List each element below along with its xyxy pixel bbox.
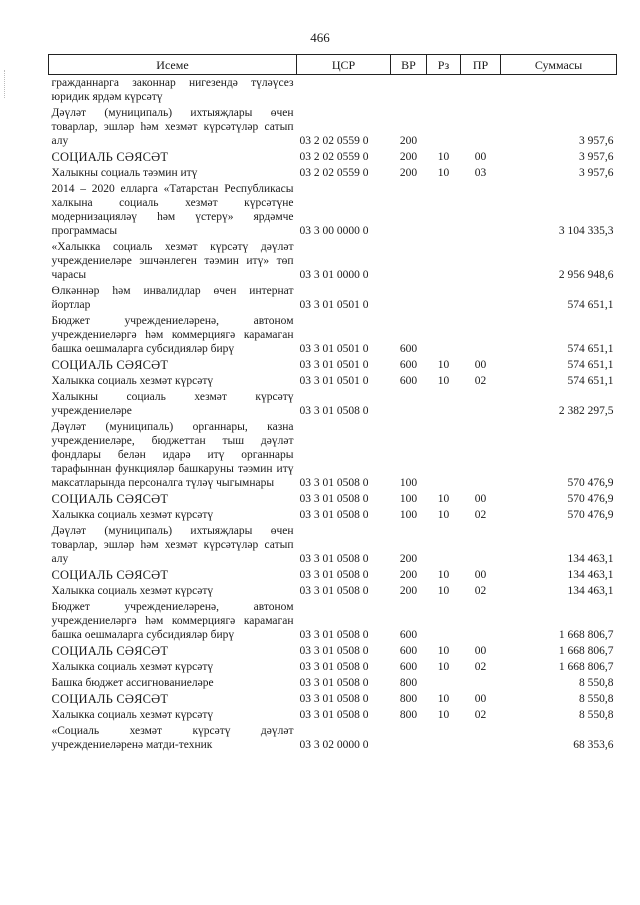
row-name: Дәүләт (муниципаль) ихтыяҗлары өчен товарлар, эшләр һәм хезмәт күрсәтүләр сатып алу [51,525,294,565]
row-vr: 200 [399,569,418,581]
row-rz [427,181,461,239]
scan-margin-mark [4,70,6,98]
row-csr: 03 3 01 0508 0 [299,585,369,597]
row-sum: 3 957,6 [579,167,614,179]
row-csr: 03 3 01 0508 0 [299,629,369,641]
row-csr: 03 3 01 0508 0 [299,569,369,581]
row-pr: 02 [474,709,487,721]
row-sum: 574 651,1 [567,343,614,355]
row-rz: 10 [437,359,450,371]
row-pr [461,239,501,283]
table-row [49,599,617,643]
table-header-row [49,55,617,75]
row-rz: 10 [437,509,450,521]
row-vr: 600 [399,359,418,371]
row-sum: 570 476,9 [567,477,614,489]
row-name: Халыкны социаль хезмәт күрсәтү учреждениеләре [51,391,294,417]
row-rz [427,283,461,313]
row-vr: 600 [399,629,418,641]
row-csr: 03 3 01 0508 0 [299,677,369,689]
row-csr: 03 3 01 0508 0 [299,693,369,705]
row-name: Бюджет учреждениеләренә, автоном учреждениеләргә һәм коммерциягә карамаган башка оешмаларга субсидияләр бирү [51,315,294,355]
table-row [49,373,617,389]
row-pr [461,105,501,149]
row-pr: 00 [474,569,487,581]
row-sum: 2 382 297,5 [558,405,614,417]
table-row [49,181,617,239]
row-rz: 10 [437,709,450,721]
row-name: СОЦИАЛЬ СӘЯСӘТ [51,692,169,706]
row-sum: 574 651,1 [567,299,614,311]
row-pr [461,599,501,643]
row-vr: 200 [399,151,418,163]
row-name: СОЦИАЛЬ СӘЯСӘТ [51,568,169,582]
row-rz: 10 [437,167,450,179]
row-csr [297,75,391,106]
row-vr: 800 [399,693,418,705]
row-csr: 03 3 01 0000 0 [299,269,369,281]
table-row [49,643,617,659]
row-vr: 600 [399,645,418,657]
row-sum: 1 668 806,7 [558,645,614,657]
row-csr: 03 3 01 0501 0 [299,299,369,311]
row-name: Халыкка социаль хезмәт күрсәтү [51,709,214,721]
row-sum: 1 668 806,7 [558,629,614,641]
row-sum: 8 550,8 [579,693,614,705]
row-rz: 10 [437,585,450,597]
row-rz [427,419,461,491]
header-name: Исеме [49,55,297,75]
row-rz [427,75,461,106]
table-row [49,675,617,691]
row-name: СОЦИАЛЬ СӘЯСӘТ [51,492,169,506]
row-vr [391,723,427,753]
row-vr: 100 [399,509,418,521]
row-rz [427,105,461,149]
row-sum: 574 651,1 [567,375,614,387]
row-rz [427,523,461,567]
table-row [49,583,617,599]
row-csr: 03 3 01 0501 0 [299,359,369,371]
row-pr: 02 [474,509,487,521]
row-name: Халыкка социаль хезмәт күрсәтү [51,509,214,521]
table-row [49,567,617,583]
table-row [49,723,617,753]
table-row [49,691,617,707]
row-sum: 574 651,1 [567,359,614,371]
row-name: 2014 – 2020 елларга «Татарстан Республикасы халкына социаль хезмәт күрсәтүне модернизацияләү һәм үстерү» ярдәмче программасы [51,183,294,237]
row-vr [391,75,427,106]
row-pr [461,181,501,239]
table-row [49,105,617,149]
row-sum [501,75,617,106]
row-sum: 3 104 335,3 [558,225,614,237]
row-sum: 134 463,1 [567,569,614,581]
row-pr: 00 [474,359,487,371]
row-vr [391,239,427,283]
row-rz [427,239,461,283]
table-row [49,283,617,313]
row-name: «Социаль хезмәт күрсәтү дәүләт учреждениеләренә матди-техник [51,725,294,751]
table-row [49,389,617,419]
row-name: Өлкәннәр һәм инвалидлар өчен интернат йортлар [51,285,294,311]
row-sum: 8 550,8 [579,677,614,689]
row-sum: 3 957,6 [579,135,614,147]
row-name: гражданнарга законнар нигезендә түләүсез юридик ярдәм күрсәтү [51,77,294,103]
row-rz: 10 [437,569,450,581]
row-sum: 3 957,6 [579,151,614,163]
row-csr: 03 2 02 0559 0 [299,167,369,179]
row-csr: 03 3 01 0508 0 [299,509,369,521]
row-rz: 10 [437,493,450,505]
row-csr: 03 3 00 0000 0 [299,225,369,237]
row-pr: 03 [474,167,487,179]
table-row [49,491,617,507]
row-pr [461,389,501,419]
row-vr: 200 [399,135,418,147]
row-vr: 800 [399,677,418,689]
table-row [49,239,617,283]
row-pr: 00 [474,645,487,657]
row-name: СОЦИАЛЬ СӘЯСӘТ [51,644,169,658]
row-pr [461,723,501,753]
row-name: СОЦИАЛЬ СӘЯСӘТ [51,358,169,372]
row-name: Халыкка социаль хезмәт күрсәтү [51,375,214,387]
row-csr: 03 3 01 0508 0 [299,405,369,417]
row-pr [461,419,501,491]
row-name: Бюджет учреждениеләренә, автоном учреждениеләргә һәм коммерциягә карамаган башка оешмаларга субсидияләр бирү [51,601,294,641]
row-pr: 02 [474,375,487,387]
row-sum: 570 476,9 [567,493,614,505]
table-row [49,357,617,373]
row-csr: 03 3 01 0508 0 [299,661,369,673]
table-row [49,419,617,491]
row-pr [461,675,501,691]
row-sum: 2 956 948,6 [558,269,614,281]
row-pr: 00 [474,493,487,505]
row-vr: 100 [399,477,418,489]
page-number: 466 [310,30,330,45]
row-sum: 134 463,1 [567,553,614,565]
row-name: Халыкка социаль хезмәт күрсәтү [51,585,214,597]
row-name: СОЦИАЛЬ СӘЯСӘТ [51,150,169,164]
row-rz [427,599,461,643]
row-name: Халыкка социаль хезмәт күрсәтү [51,661,214,673]
row-vr: 800 [399,709,418,721]
table-row [49,659,617,675]
table-row [49,165,617,181]
table-row [49,75,617,106]
row-rz: 10 [437,693,450,705]
row-csr: 03 3 01 0508 0 [299,709,369,721]
row-csr: 03 3 01 0508 0 [299,553,369,565]
row-rz [427,723,461,753]
table-row [49,523,617,567]
header-pr: ПР [461,55,501,75]
table-row [49,707,617,723]
row-sum: 570 476,9 [567,509,614,521]
row-vr: 600 [399,343,418,355]
header-sum: Суммасы [501,55,617,75]
row-rz: 10 [437,661,450,673]
row-pr [461,313,501,357]
row-pr: 00 [474,693,487,705]
row-csr: 03 2 02 0559 0 [299,151,369,163]
row-rz [427,389,461,419]
row-csr: 03 3 01 0508 0 [299,493,369,505]
row-name: «Халыкка социаль хезмәт күрсәтү дәүләт учреждениеләре эшчәнлеген тәэмин итү» төп чарасы [51,241,294,281]
row-name: Дәүләт (муниципаль) органнары, казна учреждениеләре, бюджеттан тыш дәүләт фондлары белән идарә итү органнары тарафыннан функцияләр башкаруны тәэмин итү максатларында персоналга түләү чыгымнары [51,421,294,489]
row-csr: 03 3 01 0501 0 [299,375,369,387]
header-vr: ВР [391,55,427,75]
row-pr: 02 [474,661,487,673]
row-pr [461,523,501,567]
table-body [49,75,617,754]
row-sum: 1 668 806,7 [558,661,614,673]
row-csr: 03 2 02 0559 0 [299,135,369,147]
row-rz [427,313,461,357]
row-name: Дәүләт (муниципаль) ихтыяҗлары өчен товарлар, эшләр һәм хезмәт күрсәтүләр сатып алу [51,107,294,147]
row-sum: 68 353,6 [573,739,614,751]
table-row [49,313,617,357]
budget-table [48,54,617,753]
row-vr: 200 [399,167,418,179]
row-vr: 600 [399,375,418,387]
row-vr [391,181,427,239]
row-rz: 10 [437,375,450,387]
header-csr: ЦСР [297,55,391,75]
row-vr [391,389,427,419]
row-rz: 10 [437,151,450,163]
row-vr [391,283,427,313]
row-csr: 03 3 01 0501 0 [299,343,369,355]
row-rz: 10 [437,645,450,657]
row-pr: 02 [474,585,487,597]
row-pr [461,75,501,106]
row-sum: 134 463,1 [567,585,614,597]
row-vr: 200 [399,553,418,565]
row-pr: 00 [474,151,487,163]
header-rz: Рз [427,55,461,75]
row-vr: 600 [399,661,418,673]
row-csr: 03 3 02 0000 0 [299,739,369,751]
row-csr: 03 3 01 0508 0 [299,477,369,489]
row-vr: 200 [399,585,418,597]
table-row [49,149,617,165]
row-csr: 03 3 01 0508 0 [299,645,369,657]
row-sum: 8 550,8 [579,709,614,721]
row-name: Халыкны социаль тәэмин итү [51,167,198,179]
row-name: Башка бюджет ассигнованиеләре [51,677,214,689]
row-vr: 100 [399,493,418,505]
table-row [49,507,617,523]
row-pr [461,283,501,313]
row-rz [427,675,461,691]
